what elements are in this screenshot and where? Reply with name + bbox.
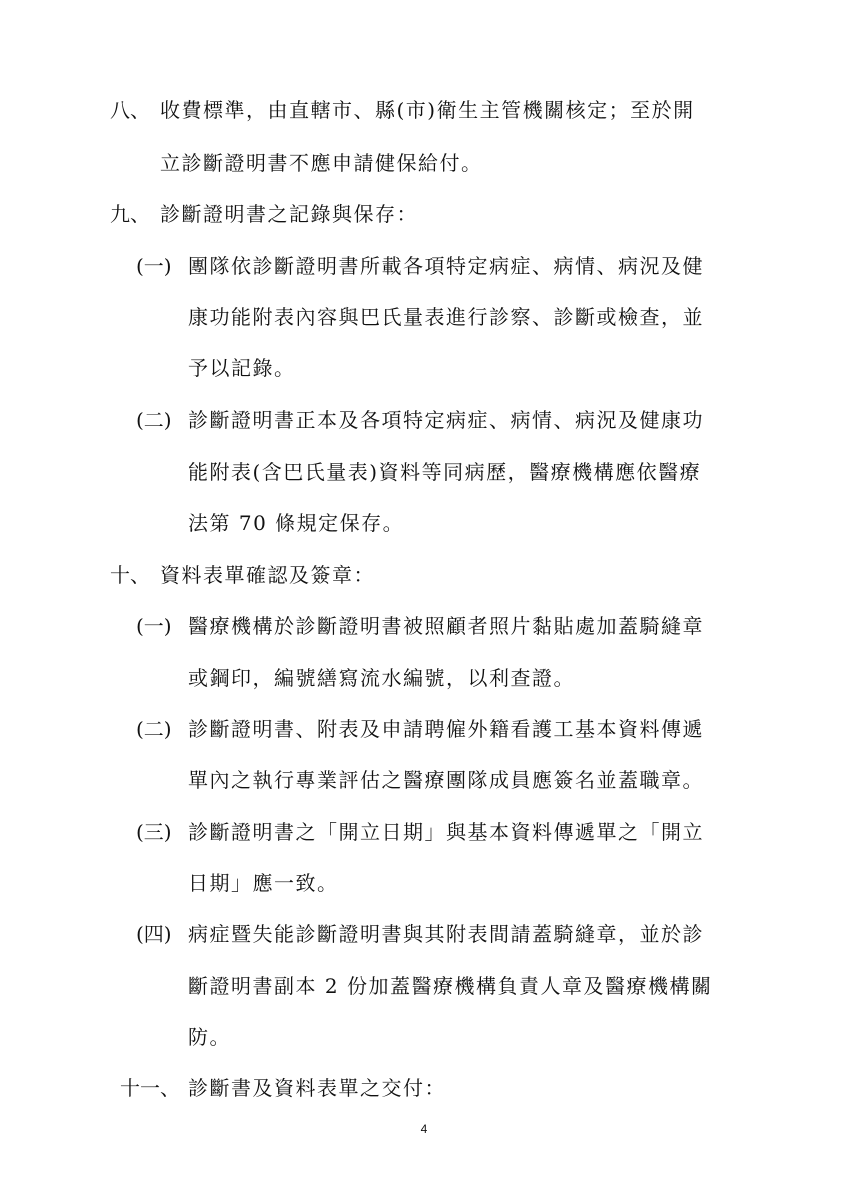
section-11-number: 十一、 (120, 1076, 180, 1100)
page-number: 4 (420, 1122, 428, 1136)
section-10-item-2-number: (二) (136, 717, 172, 741)
section-11-heading: 診斷書及資料表單之交付： (188, 1076, 446, 1100)
section-10-item-3-number: (三) (136, 820, 172, 844)
section-8-line-2: 立診斷證明書不應申請健保給付。 (160, 151, 483, 175)
section-10-item-1-line-2: 或鋼印，編號繕寫流水編號，以利查證。 (188, 666, 575, 690)
section-9-item-1-line-2: 康功能附表內容與巴氏量表進行診察、診斷或檢查，並 (188, 305, 704, 329)
section-10-item-4-line-3: 防。 (188, 1025, 231, 1049)
section-10-heading: 資料表單確認及簽章： (160, 563, 375, 587)
section-9-item-2-number: (二) (136, 408, 172, 432)
section-10-item-3-line-1: 診斷證明書之「開立日期」與基本資料傳遞單之「開立 (188, 820, 704, 844)
section-10-item-4-number: (四) (136, 922, 172, 946)
section-10-item-4-line-1: 病症暨失能診斷證明書與其附表間請蓋騎縫章，並於診 (188, 922, 704, 946)
section-9-item-1-line-3: 予以記錄。 (188, 356, 296, 380)
section-10-item-4-line-2: 斷證明書副本 2 份加蓋醫療機構負責人章及醫療機構關 (188, 974, 713, 998)
section-9-item-2-line-2: 能附表(含巴氏量表)資料等同病歷，醫療機構應依醫療 (188, 460, 702, 484)
section-10-item-1-number: (一) (136, 614, 172, 638)
section-9-item-2-line-1: 診斷證明書正本及各項特定病症、病情、病況及健康功 (188, 408, 704, 432)
section-9-item-2-line-3: 法第 70 條規定保存。 (188, 511, 405, 535)
section-10-item-2-line-2: 單內之執行專業評估之醫療團隊成員應簽名並蓋職章。 (188, 768, 704, 792)
section-9-item-1-line-1: 團隊依診斷證明書所載各項特定病症、病情、病況及健 (188, 254, 704, 278)
section-10-item-2-line-1: 診斷證明書、附表及申請聘僱外籍看護工基本資料傳遞 (188, 717, 704, 741)
section-10-number: 十、 (110, 563, 150, 587)
section-9-heading: 診斷證明書之記錄與保存： (160, 202, 418, 226)
section-10-item-1-line-1: 醫療機構於診斷證明書被照顧者照片黏貼處加蓋騎縫章 (188, 614, 704, 638)
section-9-item-1-number: (一) (136, 254, 172, 278)
section-8-line-1: 收費標準，由直轄市、縣(市)衛生主管機關核定；至於開 (160, 98, 695, 122)
section-9-number: 九、 (110, 202, 150, 226)
section-10-item-3-line-2: 日期」應一致。 (188, 871, 339, 895)
section-8-number: 八、 (110, 98, 150, 122)
